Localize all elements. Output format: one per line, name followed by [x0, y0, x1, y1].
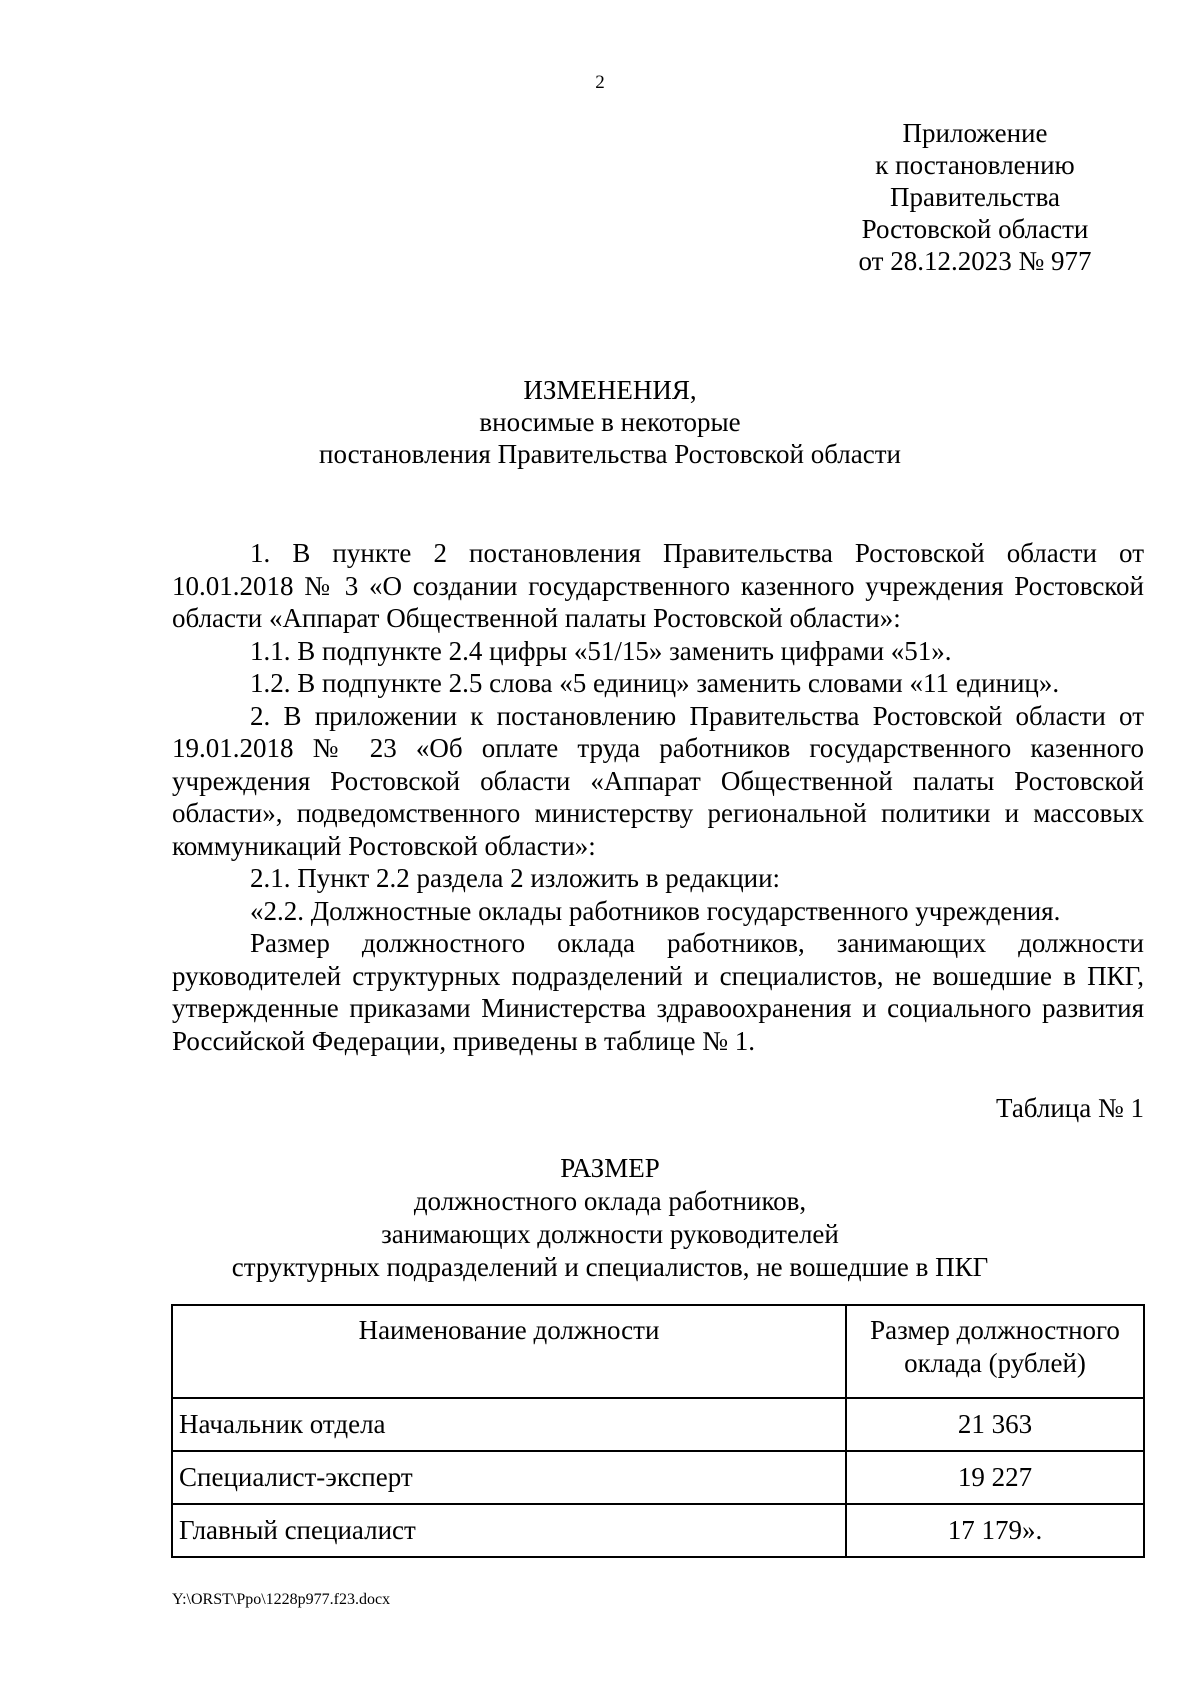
table-row: [172, 1504, 1144, 1557]
cell-salary: 17 179».: [846, 1504, 1144, 1557]
table-title-line: РАЗМЕР: [560, 1153, 660, 1183]
paragraph: 1.1. В подпункте 2.4 цифры «51/15» заменить цифрами «51».: [250, 635, 952, 666]
appendix-line: к постановлению: [875, 150, 1075, 180]
table-title: [0, 1152, 1200, 1284]
table-header-row: [172, 1305, 1144, 1398]
table-title-line: должностного оклада работников,: [413, 1186, 807, 1216]
paragraph: 2.1. Пункт 2.2 раздела 2 изложить в редакции:: [250, 863, 781, 893]
title-line: вносимые в некоторые: [479, 407, 741, 437]
appendix-line: Ростовской области: [861, 214, 1089, 244]
header-salary-line: оклада (рублей): [904, 1348, 1086, 1378]
paragraph: 1.2. В подпункте 2.5 слова «5 единиц» заменить словами «11 единиц».: [250, 668, 1060, 698]
cell-salary: 19 227: [846, 1451, 1144, 1504]
paragraph: «2.2. Должностные оклады работников государственного учреждения.: [250, 895, 1061, 926]
header-salary-line: Размер должностного: [870, 1315, 1120, 1345]
document-title: [0, 374, 1200, 470]
paragraph: 2. В приложении к постановлению Правительства Ростовской области от 19.01.2018 № 23 «Об оплате труда работников государственного казенного учреждения Ростовской области «Аппарат Общественной палаты Ростовской области», подведомственного министерству региональной политики и массовых коммуникаций Ростовской области»:: [172, 700, 1144, 861]
document-body: [172, 537, 1144, 1057]
table-row: [172, 1451, 1144, 1504]
file-path-footer: Y:\ORST\Ppo\1228p977.f23.docx: [172, 1591, 391, 1608]
cell-salary: 21 363: [846, 1398, 1144, 1451]
table-title-line: занимающих должности руководителей: [381, 1219, 839, 1249]
cell-position: Специалист-эксперт: [172, 1451, 846, 1504]
appendix-header: [830, 117, 1120, 277]
table-row: [172, 1398, 1144, 1451]
salary-table: [171, 1304, 1145, 1558]
cell-position: Начальник отдела: [172, 1398, 846, 1451]
table-title-line: структурных подразделений и специалистов, не вошедшие в ПКГ: [231, 1252, 989, 1282]
cell-position: Главный специалист: [172, 1504, 846, 1557]
header-position: Наименование должности: [172, 1305, 846, 1398]
page-number: 2: [595, 72, 605, 93]
appendix-line: Приложение: [902, 118, 1048, 148]
appendix-line: от 28.12.2023 № 977: [858, 246, 1092, 276]
title-line: ИЗМЕНЕНИЯ,: [523, 375, 697, 405]
appendix-line: Правительства: [890, 182, 1060, 212]
title-line: постановления Правительства Ростовской области: [319, 439, 901, 469]
table-label: Таблица № 1: [996, 1093, 1144, 1123]
paragraph: 1. В пункте 2 постановления Правительства Ростовской области от 10.01.2018 № 3 «О создании государственного казенного учреждения Ростовской области «Аппарат Общественной палаты Ростовской области»:: [172, 538, 1144, 633]
paragraph: Размер должностного оклада работников, занимающих должности руководителей структурных подразделений и специалистов, не вошедшие в ПКГ, утвержденные приказами Министерства здравоохранения и социального развития Российской Федерации, приведены в таблице № 1.: [172, 928, 1144, 1056]
header-salary: [846, 1305, 1144, 1398]
